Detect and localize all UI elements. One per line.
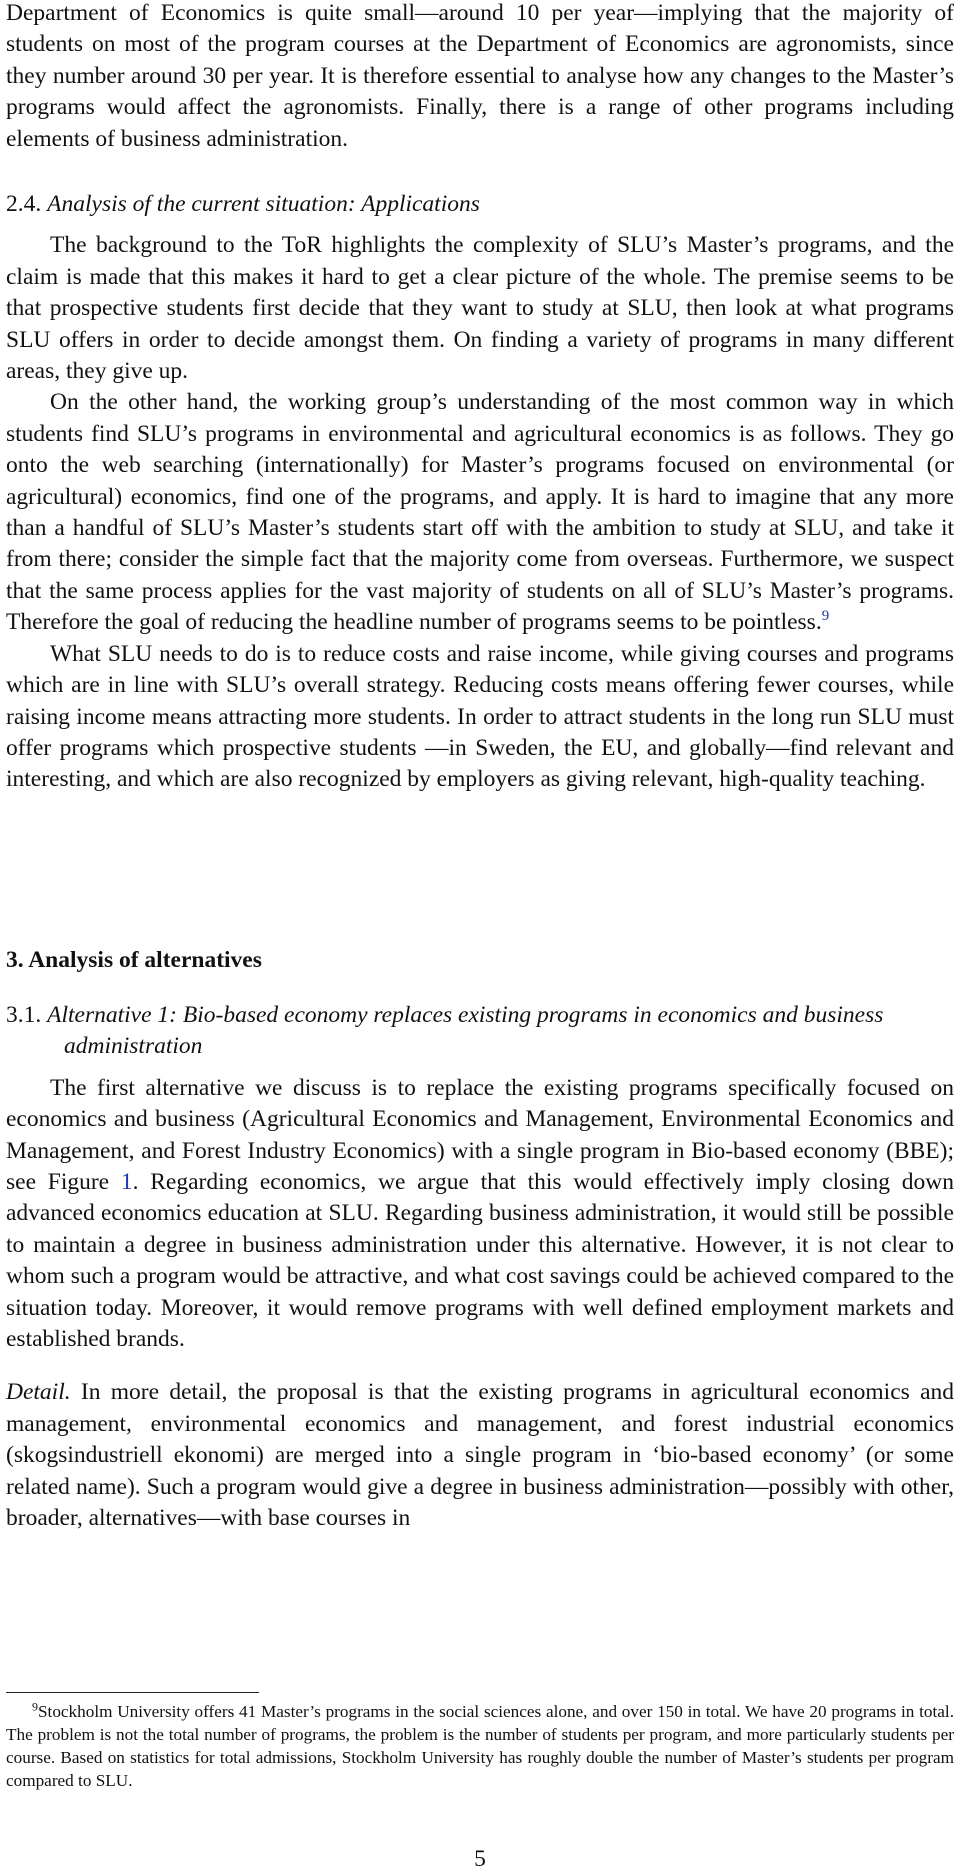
footnote-body: Stockholm University offers 41 Master’s programs in the social sciences alone, and over 150 in total. We have 20 programs in total. The problem is not the total number of programs, the problem is the number of students per program, and more particularly students per course. Based on statistics for total admissions, Stockholm University has roughly double the number of Master’s students per program compared to SLU.	[6, 1702, 954, 1790]
section-3	[6, 945, 954, 976]
figure-reference-link[interactable]: 1	[120, 1169, 133, 1196]
subsection-2-4-heading	[6, 189, 954, 220]
footnote	[6, 1700, 954, 1792]
paragraph-tor-complexity: The background to the ToR highlights the complexity of SLU’s Master’s programs, and the claim is made that this makes it hard to get a clear picture of the whole. The premise seems to be that prospective students first decide that they want to study at SLU, then look at what programs SLU offers in order to decide amongst them. On finding a variety of programs in many different areas, they give up.	[6, 232, 954, 385]
footnote-reference-link[interactable]: 9	[821, 608, 830, 625]
subsection-2-4	[6, 189, 954, 796]
footnote-rule	[6, 1692, 259, 1693]
paragraph-run-in-heading: Detail.	[6, 1379, 71, 1406]
page-number: 5	[474, 1846, 486, 1872]
continuation-paragraph: Department of Economics is quite small—around 10 per year—implying that the majority of students on most of the program courses at the Department of Economics are agronomists, since they number around 30 per year. It is therefore essential to analyse how any changes to the Master’s programs would affect the agronomists. Finally, there is a range of other programs including elements of business administration.	[6, 0, 954, 152]
section-3-heading: 3. Analysis of alternatives	[6, 947, 262, 973]
footnote-mark: 9	[32, 1699, 38, 1714]
paragraph-text: On the other hand, the working group’s understanding of the most common way in which students find SLU’s programs in environmental and agricultural economics is as follows. They go onto the web searching (internationally) for Master’s programs focused on environmental (or agricultural) economics, find one of the programs, and apply. It is hard to imagine that any more than a handful of SLU’s Master’s students start off with the ambition to study at SLU, and take it from there; consider the simple fact that the majority come from overseas. Furthermore, we suspect that the same process applies for the vast majority of students on all of SLU’s Master’s programs. Therefore the goal of reducing the headline number of programs seems to be pointless.	[6, 389, 954, 636]
subsection-3-1	[6, 1000, 954, 1535]
subsection-number: 2.4.	[6, 191, 42, 217]
continuation-paragraph-block	[6, 0, 954, 155]
paragraph-what-slu-needs: What SLU needs to do is to reduce costs and raise income, while giving courses and programs which are in line with SLU’s overall strategy. Reducing costs means offering fewer courses, while raising income means attracting more students. In order to attract students in the long run SLU must offer programs which prospective students —in Sweden, the EU, and globally—find relevant and interesting, and which are also recognized by employers as giving relevant, high-quality teaching.	[6, 640, 954, 793]
paragraph-text-part-1: The first alternative we discuss is to replace the existing programs specifically focused on economics and business (Agricultural Economics and Management, Environmental Economics and Management, and Forest Industry Economics) with a single program in Bio-based economy (BBE); see Figure	[6, 1074, 954, 1196]
paragraph-alternative-1	[6, 1073, 954, 1356]
paragraph-text: In more detail, the proposal is that the existing programs in agricultural economics and management, environmental economics and management, and forest industrial economics (skogsindustriell ekonomi) are merged into a single program in ‘bio-based economy’ (or some related name). Such a program would give a degree in business administration—possibly with other, broader, alternatives—with base courses in	[6, 1379, 954, 1532]
subsection-title: Analysis of the current situation: Applications	[47, 191, 480, 217]
subsection-number: 3.1.	[6, 1002, 42, 1028]
paragraph-text-part-2: . Regarding economics, we argue that this would effectively imply closing down advanced economics education at SLU. Regarding business administration, it would still be possible to maintain a degree in business administration under this alternative. However, it is not clear to whom such a program would be attractive, and what cost savings could be achieved compared to the situation today. Moreover, it would remove programs with well defined employment markets and established brands.	[6, 1169, 954, 1353]
subsection-title: Alternative 1: Bio-based economy replaces existing programs in economics and business administration	[47, 1002, 884, 1060]
footnote-text	[6, 1700, 954, 1792]
paragraph-how-students-find-programs	[6, 387, 954, 638]
subsection-3-1-heading	[6, 1000, 954, 1063]
paragraph-detail	[6, 1377, 954, 1534]
